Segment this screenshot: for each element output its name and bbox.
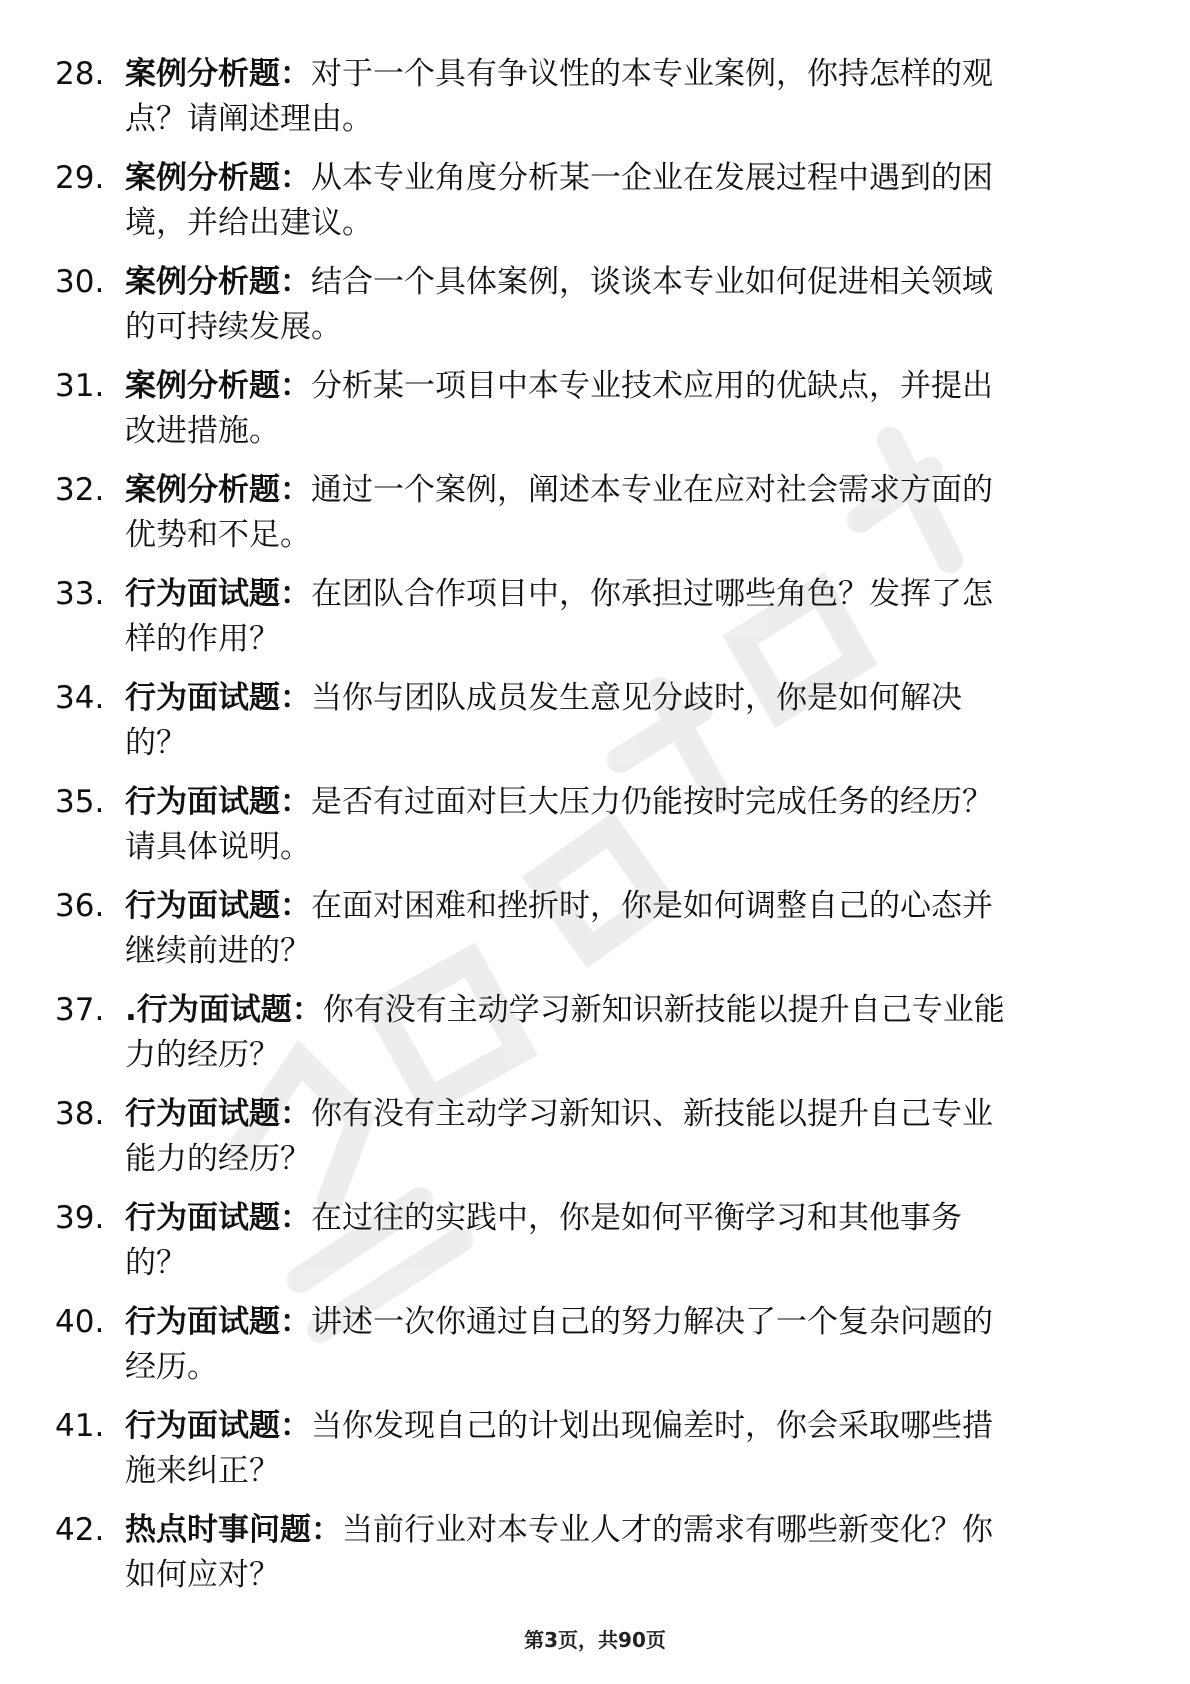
question-line-1: 通过一个案例，阐述本专业在应对社会需求方面的 [311, 472, 993, 508]
question-line-1: 从本专业角度分析某一企业在发展过程中遇到的困 [311, 160, 993, 196]
question-item [0, 572, 1190, 676]
question-item [0, 1404, 1190, 1508]
question-number: 42. [55, 1512, 105, 1548]
question-line-1: 当你与团队成员发生意见分歧时，你是如何解决 [311, 680, 962, 716]
question-category: 案例分析题： [125, 472, 311, 508]
question-line-1: 讲述一次你通过自己的努力解决了一个复杂问题的 [311, 1304, 993, 1340]
question-text [125, 468, 1115, 558]
question-item [0, 1300, 1190, 1404]
question-line-1: 是否有过面对巨大压力仍能按时完成任务的经历？ [311, 784, 993, 820]
question-category: 案例分析题： [125, 368, 311, 404]
question-text [125, 260, 1115, 350]
question-line-1: 结合一个具体案例，谈谈本专业如何促进相关领域 [311, 264, 993, 300]
question-item [0, 52, 1190, 156]
question-line-2: 点？请阐述理由。 [125, 101, 373, 137]
question-line-2: 的可持续发展。 [125, 309, 342, 345]
question-text [125, 884, 1115, 974]
question-item [0, 260, 1190, 364]
question-text [125, 1508, 1115, 1598]
question-item [0, 156, 1190, 260]
page-number-label: 第3页，共90页 [524, 1628, 666, 1652]
question-text [125, 676, 1115, 766]
question-line-2: 施来纠正？ [125, 1453, 280, 1489]
question-text [125, 52, 1115, 142]
question-line-2: 的？ [125, 725, 187, 761]
question-item [0, 1092, 1190, 1196]
question-number: 37. [55, 992, 105, 1028]
question-line-2: 如何应对？ [125, 1557, 280, 1593]
question-number: 33. [55, 576, 105, 612]
question-category: 行为面试题： [125, 784, 311, 820]
question-list [0, 52, 1190, 1612]
question-line-2: 的？ [125, 1245, 187, 1281]
question-category: 案例分析题： [125, 56, 311, 92]
question-line-2: 境，并给出建议。 [125, 205, 373, 241]
question-line-1: 分析某一项目中本专业技术应用的优缺点，并提出 [311, 368, 993, 404]
question-category: 行为面试题： [125, 1408, 311, 1444]
question-number: 41. [55, 1408, 105, 1444]
question-line-1: 当你发现自己的计划出现偏差时，你会采取哪些措 [311, 1408, 993, 1444]
question-line-1: 你有没有主动学习新知识新技能以提升自己专业能 [322, 992, 1005, 1028]
question-text [125, 1404, 1115, 1494]
question-line-1: 当前行业对本专业人才的需求有哪些新变化？你 [342, 1512, 993, 1548]
question-item [0, 1196, 1190, 1300]
question-item [0, 988, 1190, 1092]
question-category: 案例分析题： [125, 264, 311, 300]
question-category: 行为面试题： [125, 1304, 311, 1340]
question-number: 35. [55, 784, 105, 820]
question-line-1: 在团队合作项目中，你承担过哪些角色？发挥了怎 [311, 576, 993, 612]
question-item [0, 676, 1190, 780]
question-category: 行为面试题： [125, 1200, 311, 1236]
question-line-2: 力的经历？ [125, 1037, 280, 1073]
question-line-1: 对于一个具有争议性的本专业案例，你持怎样的观 [311, 56, 993, 92]
question-line-1: 在面对困难和挫折时，你是如何调整自己的心态并 [311, 888, 993, 924]
question-category: 案例分析题： [125, 160, 311, 196]
question-item [0, 884, 1190, 988]
question-line-2: 优势和不足。 [125, 517, 311, 553]
question-category: 行为面试题： [125, 888, 311, 924]
question-text [125, 1092, 1115, 1182]
question-line-2: 经历。 [125, 1349, 218, 1385]
question-item [0, 468, 1190, 572]
question-text [125, 364, 1115, 454]
question-item [0, 364, 1190, 468]
question-line-2: 改进措施。 [125, 413, 280, 449]
question-category: .行为面试题： [125, 992, 323, 1028]
question-number: 29. [55, 160, 105, 196]
question-category: 行为面试题： [125, 1096, 311, 1132]
question-item [0, 780, 1190, 884]
question-line-1: 你有没有主动学习新知识、新技能以提升自己专业 [311, 1096, 993, 1132]
question-line-2: 样的作用？ [125, 621, 280, 657]
question-number: 36. [55, 888, 105, 924]
question-number: 38. [55, 1096, 105, 1132]
question-line-2: 能力的经历？ [125, 1141, 311, 1177]
question-line-2: 继续前进的？ [125, 933, 311, 969]
question-number: 28. [55, 56, 105, 92]
question-category: 热点时事问题： [125, 1512, 342, 1548]
question-text [125, 780, 1115, 870]
question-text [125, 988, 1115, 1078]
question-number: 39. [55, 1200, 105, 1236]
question-number: 34. [55, 680, 105, 716]
page-footer [0, 1625, 1190, 1655]
question-number: 40. [55, 1304, 105, 1340]
question-number: 32. [55, 472, 105, 508]
question-line-2: 请具体说明。 [125, 829, 311, 865]
question-text [125, 1196, 1115, 1286]
question-text [125, 572, 1115, 662]
question-category: 行为面试题： [125, 680, 311, 716]
question-text [125, 156, 1115, 246]
question-text [125, 1300, 1115, 1390]
question-item [0, 1508, 1190, 1612]
question-category: 行为面试题： [125, 576, 311, 612]
question-number: 31. [55, 368, 105, 404]
question-number: 30. [55, 264, 105, 300]
question-line-1: 在过往的实践中，你是如何平衡学习和其他事务 [311, 1200, 962, 1236]
